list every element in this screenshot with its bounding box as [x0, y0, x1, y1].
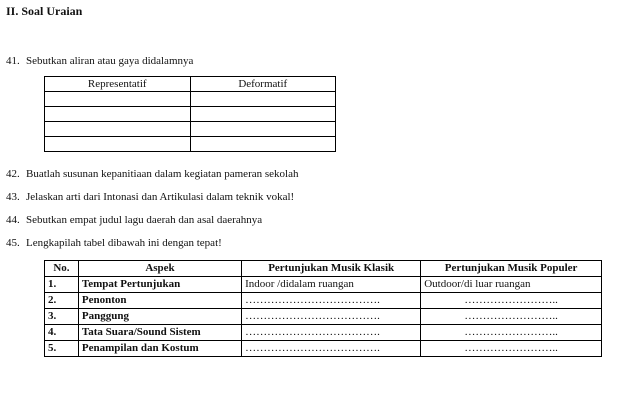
answer-cell[interactable] — [190, 137, 336, 152]
table-header-row — [45, 261, 602, 277]
question-text: Sebutkan empat judul lagu daerah dan asal daerahnya — [26, 214, 263, 226]
row-aspect: Tempat Pertunjukan — [78, 277, 241, 293]
question-number: 41. — [6, 55, 20, 67]
popular-cell[interactable]: …………………….. — [421, 341, 602, 357]
popular-cell[interactable]: …………………….. — [421, 325, 602, 341]
popular-cell: Outdoor/di luar ruangan — [421, 277, 602, 293]
classical-cell[interactable]: ………………………………. — [242, 325, 421, 341]
question-number: 45. — [6, 237, 20, 249]
classical-cell[interactable]: ………………………………. — [242, 341, 421, 357]
row-number: 4. — [45, 325, 79, 341]
popular-cell[interactable]: …………………….. — [421, 293, 602, 309]
table-row — [45, 122, 336, 137]
table-row — [45, 309, 602, 325]
table-row — [45, 293, 602, 309]
row-aspect: Tata Suara/Sound Sistem — [78, 325, 241, 341]
table-row — [45, 137, 336, 152]
question-41 — [6, 55, 193, 67]
question-43 — [6, 191, 294, 203]
row-number: 2. — [45, 293, 79, 309]
answer-cell[interactable] — [190, 122, 336, 137]
table-row — [45, 92, 336, 107]
question-42 — [6, 168, 298, 180]
row-number: 1. — [45, 277, 79, 293]
table-row — [45, 325, 602, 341]
question-text: Sebutkan aliran atau gaya didalamnya — [26, 55, 194, 67]
header-representatif: Representatif — [45, 77, 191, 92]
question-number: 43. — [6, 191, 20, 203]
question-45 — [6, 237, 222, 249]
classical-cell[interactable]: ………………………………. — [242, 293, 421, 309]
question-number: 42. — [6, 168, 20, 180]
answer-cell[interactable] — [45, 92, 191, 107]
row-number: 5. — [45, 341, 79, 357]
table-row — [45, 341, 602, 357]
popular-cell[interactable]: …………………….. — [421, 309, 602, 325]
question-text: Jelaskan arti dari Intonasi dan Artikulasi dalam teknik vokal! — [26, 191, 295, 203]
answer-cell[interactable] — [190, 107, 336, 122]
header-klasik: Pertunjukan Musik Klasik — [242, 261, 421, 277]
header-aspek: Aspek — [78, 261, 241, 277]
question-number: 44. — [6, 214, 20, 226]
answer-cell[interactable] — [190, 92, 336, 107]
header-populer: Pertunjukan Musik Populer — [421, 261, 602, 277]
classical-cell[interactable]: ………………………………. — [242, 309, 421, 325]
section-heading: II. Soal Uraian — [6, 4, 83, 18]
question-text: Buatlah susunan kepanitiaan dalam kegiatan pameran sekolah — [26, 168, 299, 180]
row-aspect: Penonton — [78, 293, 241, 309]
question-text: Lengkapilah tabel dibawah ini dengan tepat! — [26, 237, 222, 249]
header-no: No. — [45, 261, 79, 277]
row-number: 3. — [45, 309, 79, 325]
answer-cell[interactable] — [45, 107, 191, 122]
classical-cell: Indoor /didalam ruangan — [242, 277, 421, 293]
table-header-row — [45, 77, 336, 92]
music-comparison-table — [44, 260, 602, 357]
row-aspect: Penampilan dan Kostum — [78, 341, 241, 357]
table-row — [45, 107, 336, 122]
header-deformatif: Deformatif — [190, 77, 336, 92]
row-aspect: Panggung — [78, 309, 241, 325]
question-44 — [6, 214, 262, 226]
table-row — [45, 277, 602, 293]
answer-cell[interactable] — [45, 137, 191, 152]
style-table — [44, 76, 336, 152]
answer-cell[interactable] — [45, 122, 191, 137]
